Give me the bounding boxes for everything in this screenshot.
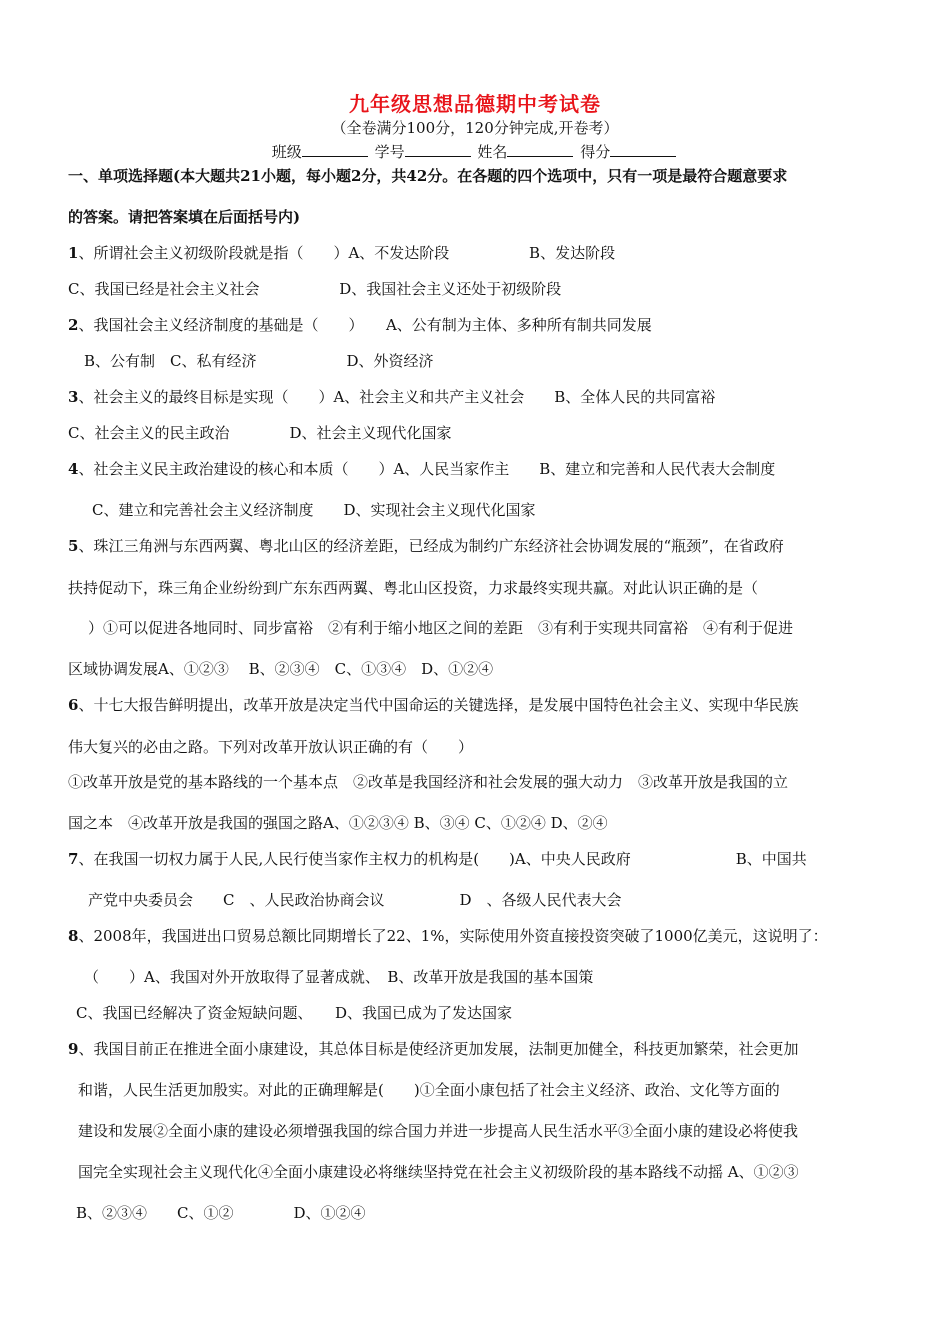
question-4-line-1 <box>68 458 775 479</box>
question-text: 、我国目前正在推进全面小康建设，其总体目标是使经济更加发展，法制更加健全，科技更加繁荣，社会更加 <box>78 1040 799 1058</box>
section-heading-line-2: 的答案。请把答案填在后面括号内) <box>68 208 301 226</box>
name-blank[interactable] <box>507 142 573 157</box>
question-6-line-3: ①改革开放是党的基本路线的一个基本点 ②改革是我国经济和社会发展的强大动力 ③改革开放是我国的立 <box>68 773 789 791</box>
question-9-line-1 <box>68 1038 798 1059</box>
student-info-line <box>0 141 950 162</box>
question-text: 、在我国一切权力属于人民,人民行使当家作主权力的机构是( )A、中央人民政府 B、中国共 <box>78 850 807 868</box>
question-1-line-2: C、我国已经是社会主义社会 D、我国社会主义还处于初级阶段 <box>68 280 562 298</box>
question-text: 、所谓社会主义初级阶段就是指（ ）A、不发达阶段 B、发达阶段 <box>78 244 616 262</box>
number-blank[interactable] <box>405 142 471 157</box>
question-number: 9 <box>68 1040 79 1058</box>
question-number: 1 <box>68 244 79 262</box>
question-9-line-2: 和谐，人民生活更加殷实。对此的正确理解是( )①全面小康包括了社会主义经济、政治、文化等方面的 <box>78 1081 780 1099</box>
score-blank[interactable] <box>610 142 676 157</box>
question-5-line-2: 扶持促动下，珠三角企业纷纷到广东东西两翼、粤北山区投资，力求最终实现共赢。对此认识正确的是（ <box>68 579 759 597</box>
question-9-line-3: 建设和发展②全面小康的建设必须增强我国的综合国力并进一步提高人民生活水平③全面小康的建设必将使我 <box>78 1122 799 1140</box>
question-number: 4 <box>68 460 79 478</box>
question-1-line-1 <box>68 242 615 263</box>
question-3-line-2: C、社会主义的民主政治 D、社会主义现代化国家 <box>68 424 452 442</box>
question-number: 8 <box>68 927 79 945</box>
name-label: 姓名 <box>477 143 508 161</box>
section-heading-line-1: 一、单项选择题(本大题共21小题，每小题2分，共42分。在各题的四个选项中，只有一项是最符合题意要求 <box>68 167 788 185</box>
question-8-line-2: （ ）A、我国对外开放取得了显著成就、 B、改革开放是我国的基本国策 <box>84 968 594 986</box>
question-6-line-1 <box>68 694 798 715</box>
question-6-line-2: 伟大复兴的必由之路。下列对改革开放认识正确的有（ ） <box>68 738 474 756</box>
question-5-line-1 <box>68 535 784 556</box>
question-7-line-1 <box>68 848 807 869</box>
page-subtitle: （全卷满分100分，120分钟完成,开卷考） <box>331 119 619 137</box>
question-3-line-1 <box>68 386 715 407</box>
question-text: 、我国社会主义经济制度的基础是（ ） A、公有制为主体、多种所有制共同发展 <box>78 316 652 334</box>
question-5-line-3: ）①可以促进各地同时、同步富裕 ②有利于缩小地区之间的差距 ③有利于实现共同富裕 ④有利于促进 <box>88 619 794 637</box>
question-number: 5 <box>68 537 79 555</box>
number-label: 学号 <box>374 143 405 161</box>
question-number: 3 <box>68 388 79 406</box>
question-text: 、十七大报告鲜明提出，改革开放是决定当代中国命运的关键选择，是发展中国特色社会主义、实现中华民族 <box>78 696 799 714</box>
question-5-line-4: 区域协调发展A、①②③ B、②③④ C、①③④ D、①②④ <box>68 660 494 678</box>
question-text: 、社会主义民主政治建设的核心和本质（ ）A、人民当家作主 B、建立和完善和人民代表大会制度 <box>78 460 776 478</box>
question-number: 6 <box>68 696 79 714</box>
question-8-line-3: C、我国已经解决了资金短缺问题、 D、我国已成为了发达国家 <box>76 1004 513 1022</box>
question-7-line-2: 产党中央委员会 C 、人民政治协商会议 D 、各级人民代表大会 <box>88 891 622 909</box>
question-text: 、2008年，我国进出口贸易总额比同期增长了22、1%，实际使用外资直接投资突破了1000亿美元，这说明了： <box>78 927 828 945</box>
class-label: 班级 <box>271 143 302 161</box>
question-number: 2 <box>68 316 79 334</box>
question-number: 7 <box>68 850 79 868</box>
question-8-line-1 <box>68 925 828 946</box>
question-text: 、珠江三角洲与东西两翼、粤北山区的经济差距，已经成为制约广东经济社会协调发展的“瓶颈”，在省政府 <box>78 537 784 555</box>
question-4-line-2: C、建立和完善社会主义经济制度 D、实现社会主义现代化国家 <box>92 501 536 519</box>
question-text: 、社会主义的最终目标是实现（ ）A、社会主义和共产主义社会 B、全体人民的共同富裕 <box>78 388 716 406</box>
class-blank[interactable] <box>302 142 368 157</box>
question-2-line-2: B、公有制 C、私有经济 D、外资经济 <box>84 352 434 370</box>
question-9-line-5: B、②③④ C、①② D、①②④ <box>76 1204 366 1222</box>
page-title: 九年级思想品德期中考试卷 <box>349 92 601 116</box>
question-6-line-4: 国之本 ④改革开放是我国的强国之路A、①②③④ B、③④ C、①②④ D、②④ <box>68 814 608 832</box>
question-9-line-4: 国完全实现社会主义现代化④全面小康建设必将继续坚持党在社会主义初级阶段的基本路线不动摇 A、①②③ <box>78 1163 799 1181</box>
score-label: 得分 <box>580 143 611 161</box>
question-2-line-1 <box>68 314 652 335</box>
